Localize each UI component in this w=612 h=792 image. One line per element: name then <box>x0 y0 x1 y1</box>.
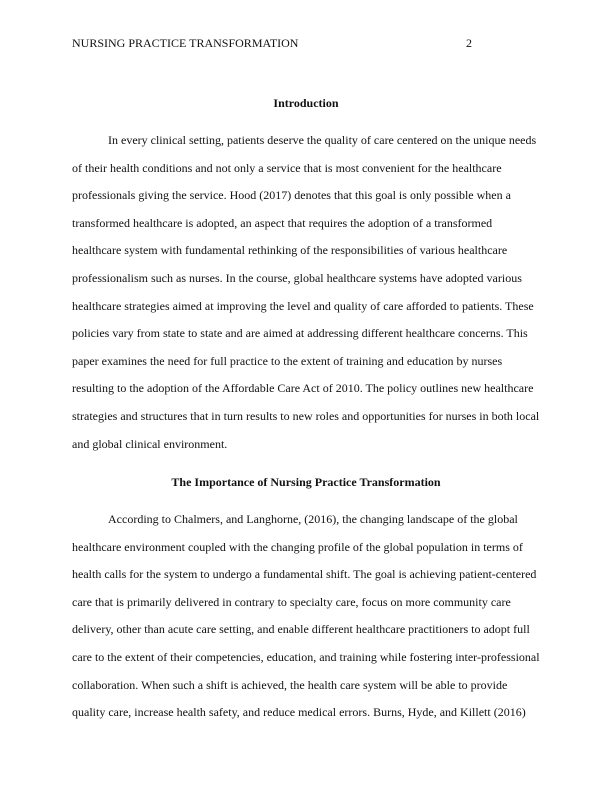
text-line: policies vary from state to state and are aimed at addressing different healthcare concerns. This <box>72 326 528 341</box>
paragraph-importance <box>72 506 542 727</box>
text-line: quality care, increase health safety, and reduce medical errors. Burns, Hyde, and Killett (2016) <box>72 705 526 720</box>
text-line: professionalism such as nurses. In the course, global healthcare systems have adopted various <box>72 270 522 285</box>
text-line: resulting to the adoption of the Affordable Care Act of 2010. The policy outlines new healthcare <box>72 381 534 396</box>
text-line: health calls for the system to undergo a fundamental shift. The goal is achieving patient-centered <box>72 567 537 582</box>
section-heading-introduction: Introduction <box>273 96 339 110</box>
text-line: and global clinical environment. <box>72 436 228 451</box>
running-head: NURSING PRACTICE TRANSFORMATION <box>72 36 299 50</box>
paragraph-introduction <box>72 127 542 458</box>
text-line: professionals giving the service. Hood (2017) denotes that this goal is only possible when a <box>72 188 511 203</box>
text-line: strategies and structures that in turn results to new roles and opportunities for nurses in both local <box>72 408 540 423</box>
text-line: care that is primarily delivered in contrary to specialty care, focus on more community care <box>72 594 511 609</box>
section-heading-importance: The Importance of Nursing Practice Transformation <box>171 475 441 489</box>
text-line: healthcare strategies aimed at improving the level and quality of care afforded to patients. These <box>72 298 534 313</box>
page-number: 2 <box>466 36 472 50</box>
text-line: of their health conditions and not only a service that is most convenient for the healthcare <box>72 160 502 175</box>
text-line: delivery, other than acute care setting, and enable different healthcare practitioners to adopt full <box>72 622 530 637</box>
text-line: paper examines the need for full practice to the extent of training and education by nurses <box>72 353 503 368</box>
text-line: healthcare environment coupled with the changing profile of the global population in terms of <box>72 539 523 554</box>
text-line: care to the extent of their competencies, education, and training while fostering inter-professional <box>72 649 540 664</box>
text-line: According to Chalmers, and Langhorne, (2016), the changing landscape of the global <box>108 512 518 526</box>
text-line: collaboration. When such a shift is achieved, the health care system will be able to provide <box>72 677 508 692</box>
text-line: transformed healthcare is adopted, an aspect that requires the adoption of a transformed <box>72 215 493 230</box>
text-line: healthcare system with fundamental rethinking of the responsibilities of various healthcare <box>72 243 508 258</box>
text-line: In every clinical setting, patients deserve the quality of care centered on the unique needs <box>108 133 537 147</box>
